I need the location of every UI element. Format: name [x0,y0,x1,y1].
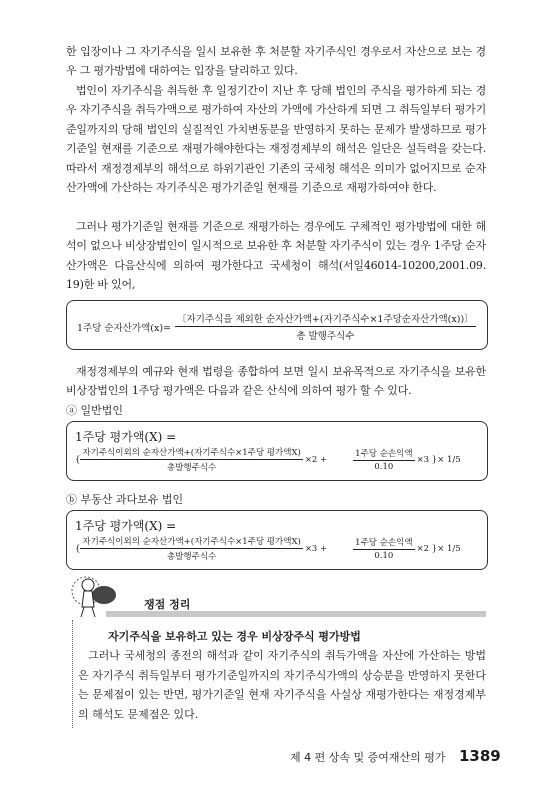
case-a-f2-denominator: 0.10 [374,462,394,472]
case-a-fraction-2 [353,447,414,472]
formula-fraction [175,311,476,342]
case-b-title: 1주당 평가액(X) = [75,519,177,533]
open-brace: { [75,543,81,554]
formula-box-general [66,421,488,481]
case-b-f2-denominator: 0.10 [374,551,394,561]
formula-box-real-estate [66,510,488,570]
case-b-fraction-2 [353,536,414,561]
formula-numerator: 〔자기주식을 제외한 순자산가액+(자기주식수×1주당순자산가액(x))〕 [175,311,476,327]
case-a-fraction-1 [80,446,302,473]
case-a-f1-denominator: 총발행주식수 [166,463,217,473]
paragraph-1-text: 한 입장이나 그 자기주식을 일시 보유한 후 처분할 자기주식인 경우로서 자산으로 보는 경우 그 평가방법에 대하여는 입장을 달리하고 있다. [66,45,486,78]
case-b-tail: ×2 }× 1/5 [416,543,461,554]
case-b-formula [75,535,461,562]
paragraph-4-text: 재정경제부의 예규와 현재 법령을 종합하여 보면 일시 보유목적으로 자기주식을 보유한 비상장법인의 1주당 평가액은 다음과 같은 산식에 의하여 평가 할 수 있다. [66,365,486,398]
summary-banner-title: 쟁점 정리 [144,598,191,611]
paragraph-3 [66,217,486,295]
paragraph-4 [66,362,486,401]
summary-paragraph: 그러나 국세청의 종전의 해석과 같이 자기주식의 취득가액을 자산에 가산하는 방법은 자기주식 취득일부터 평가기준일까지의 자기주식가액의 상승분을 반영하지 못한다는 문제점이 있는 반면, 평가기준일 현재 자기주식을 사실상 재평가한다는 재정경제부의 해석도 문제점은 있다. [78,649,486,721]
summary-heading: 자기주식을 보유하고 있는 경우 비상장주식 평가방법 [108,630,361,643]
paragraph-2 [66,81,486,197]
case-b-label: ⓑ 부동산 과다보유 법인 [66,493,184,506]
formula-denominator: 총 발행주식수 [296,331,355,342]
case-a-mult-1: ×2 + [304,454,328,465]
formula-lhs: 1주당 순자산가액(x)= [77,322,172,334]
page-number: 1389 [459,747,501,765]
paragraph-1 [66,42,486,81]
case-a-label: ⓐ 일반법인 [66,404,124,417]
formula-box-net-asset [66,300,488,350]
footer-section: 제 4 편 상속 및 증여재산의 평가 [290,751,446,764]
case-b-mult-1: ×3 + [304,543,328,554]
case-b-f2-numerator: 1주당 순손익액 [355,538,413,548]
case-a-formula [75,446,461,473]
case-b-f1-denominator: 총발행주식수 [166,552,217,562]
figure-illustration-icon [64,571,124,621]
paragraph-3-text: 그러나 평가기준일 현재를 기준으로 재평가하는 경우에도 구체적인 평가방법에 대한 해석이 없으나 비상장법인이 일시적으로 보유한 후 처분할 자기주식이 있는 경우 1주당 순자산가액은 다음산식에 의하여 평가한다고 국세청이 해석(서일46014-10200,2001.09. 19)한 바 있어, [66,220,486,292]
summary-banner [66,595,486,619]
summary-dotted-rule [72,620,73,728]
case-b-fraction-1 [80,535,302,562]
page-footer [290,747,501,765]
case-a-f1-numerator: 자기주식이외의 순자산가액+(자기주식수×1주당 평가액X) [82,448,301,458]
case-b-f1-numerator: 자기주식이외의 순자산가액+(자기주식수×1주당 평가액X) [82,537,301,547]
open-brace: { [75,454,81,465]
paragraph-2-text: 법인이 자기주식을 취득한 후 일정기간이 지난 후 당해 법인의 주식을 평가하게 되는 경우 자기주식을 취득가액으로 평가하여 자산의 가액에 가산하게 되면 그 취득일부터 평가기준일까지의 당해 법인의 실질적인 가치변동분을 반영하지 못하는 문제가 발생하므로 평가기준일 현재를 기준으로 재평가해야한다는 재정경제부의 해석은 일단은 설득력을 갖는다. 따라서 재정경제부의 해석으로 하위기관인 기존의 국세청 해석은 의미가 없어지므로 순자산가액에 가산하는 자기주식은 평가기준일 현재를 기준으로 재평가하여야 한다. [66,84,486,195]
case-a-tail: ×3 }× 1/5 [416,454,461,465]
summary-body [78,627,486,724]
case-a-f2-numerator: 1주당 순손익액 [355,449,413,459]
case-a-title: 1주당 평가액(X) = [75,430,177,444]
